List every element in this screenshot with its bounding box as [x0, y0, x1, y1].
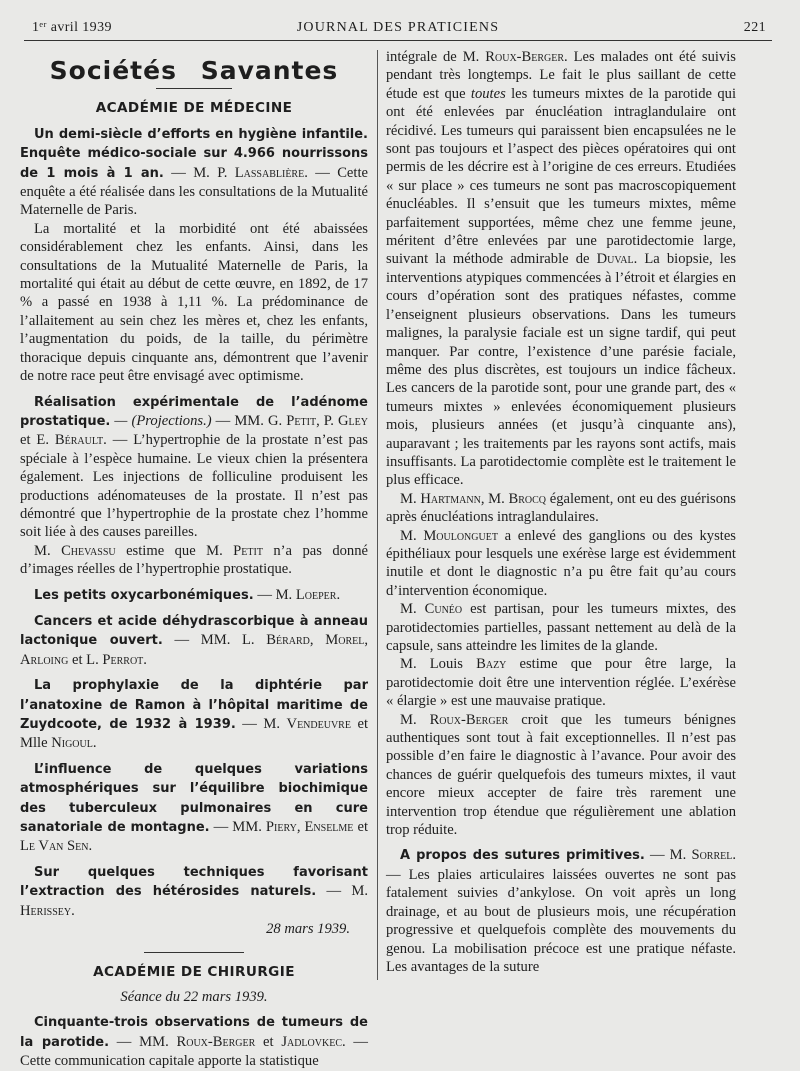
- article-heading: Sur quelques techniques favorisant l’extraction des hétérosides naturels.: [20, 864, 368, 900]
- article-heading: L’influence de quelques variations atmosphériques sur l’équilibre biochimique des tuberculeux pulmonaires en cure sanatoriale de montagne.: [20, 761, 368, 836]
- article-heading: Un demi-siècle d’efforts en hygiène infantile. Enquête médico-sociale sur 4.966 nourrissons de 1 mois à 1 an.: [20, 126, 368, 181]
- article-heterosides: Sur quelques techniques favorisant l’extraction des hétérosides naturels. — M. Herissey. 28 mars 1939.: [20, 864, 368, 938]
- article-tuberculeux: L’influence de quelques variations atmosphériques sur l’équilibre biochimique des tuberculeux pulmonaires en cure sanatoriale de montagne. — MM. Piery, Enselme et Le Van Sen.: [20, 761, 368, 855]
- page-header: [24, 18, 772, 40]
- article-heading: Cinquante-trois observations de tumeurs de la parotide.: [20, 1015, 368, 1050]
- author-name: Lassablière: [234, 164, 305, 181]
- article-adenome-prostatique: Réalisation expérimentale de l’adénome prostatique. — (Projections.) — MM. G. Petit, P. Gley et E. Bérault. — L’hypertrophie de la prostate n’est pas spéciale à l’espèce humaine. Le vieux chien la présentera également. Les injections de folliculine produisent les productions adénomateuses de la prostate. Il n’est pas démontré que l’hypertrophie de la prostate chez l’homme soit liée à des causes pareilles. M. Chevassu estime que M. Petit n’a pas donné d’images réelles de l’hypertrophie prostatique.: [20, 394, 369, 578]
- left-column: [20, 48, 368, 1071]
- article-heading: La prophylaxie de la diphtérie par l’anatoxine de Ramon à l’hôpital maritime de Zuydcoote, de 1932 à 1939.: [20, 678, 368, 732]
- article-sutures-primitives: A propos des sutures primitives. — M. Sorrel. — Les plaies articulaires laissées ouvertes ne sont pas fatalement suivies d’ankylose. On voit après un long drainage, et au bout de plusieurs mois, une récupération progressive et quelquefois complète des mouvements du genou. La mobilisation précoce est une pratique néfaste. Les avantages de la suture: [386, 847, 737, 975]
- section-heading-medecine: ACADÉMIE DE MÉDECINE: [95, 100, 293, 117]
- article-paragraph: M. Cunéo est partisan, pour les tumeurs mixtes, des parotidectomies partielles, passant nettement au delà de la capsule, sans atteindre les limites de la glande.: [386, 601, 736, 654]
- article-heading: Cancers et acide déhydrascorbique à anneau lactonique ouvert.: [20, 613, 368, 649]
- section-separator: [144, 952, 244, 953]
- article-paragraph: M. Moulonguet a enlevé des ganglions ou des kystes épithéliaux pour lesquels une exérèse large est évidemment inutile et dont le diagnostic n’a pu être fait qu’au cours d’intervention économique.: [386, 527, 736, 599]
- session-date: Séance du 22 mars 1939.: [120, 988, 268, 1005]
- article-hygiene-infantile: Un demi-siècle d’efforts en hygiène infantile. Enquête médico-sociale sur 4.966 nourrissons de 1 mois à 1 an. — M. P. Lassablière. — Cette enquête a été réalisée dans les consultations de la Mutualité Maternelle de Paris. La mortalité et la morbidité ont été abaissées considérablement chez les enfants. Ainsi, dans les consultations de la Mutualité Maternelle de Paris, la mortalité qui était au début de cette œuvre, en 1892, de 17 % a passé en 1938 à 1,11 %. La prédominance de l’allaitement au sein chez les mères et, chez les enfants, l’augmentation du poids, de la taille, du périmètre thoracique depuis cinquante ans, démontrent que l’avenir de notre race peut être envisagé avec optimisme.: [20, 126, 368, 385]
- header-page-number: 221: [743, 20, 766, 35]
- article-heading: Les petits oxycarbonémiques.: [34, 587, 254, 603]
- right-column: [386, 48, 736, 976]
- section-title: Sociétés Savantes: [49, 56, 339, 85]
- header-rule: [24, 40, 772, 41]
- header-date: 1ᵉʳ avril 1939: [32, 20, 112, 35]
- section-heading-chirurgie: ACADÉMIE DE CHIRURGIE: [93, 964, 295, 981]
- article-heading: Réalisation expérimentale de l’adénome prostatique.: [20, 394, 368, 429]
- article-cancers-acide: Cancers et acide déhydrascorbique à anneau lactonique ouvert. — MM. L. Bérard, Morel, Arloing et L. Perrot.: [20, 613, 369, 668]
- article-heading: A propos des sutures primitives.: [400, 848, 645, 864]
- article-tumeurs-parotide: Cinquante-trois observations de tumeurs de la parotide. — MM. Roux-Berger et Jadlovkec. — Cette communication capitale apporte la statistique: [20, 1015, 368, 1070]
- article-paragraph: M. Hartmann, M. Brocq également, ont eu des guérisons après énucléations intraglandulaires.: [386, 490, 736, 526]
- article-diphterie: La prophylaxie de la diphtérie par l’anatoxine de Ramon à l’hôpital maritime de Zuydcoote, de 1932 à 1939. — M. Vendeuvre et Mlle Nigoul.: [20, 678, 368, 752]
- title-underline: [156, 88, 232, 89]
- article-paragraph: M. Louis Bazy estime que pour être large, la parotidectomie doit être une intervention réglée. L’exérèse « élargie » est une mauvaise pratique.: [386, 656, 736, 710]
- article-paragraph: La mortalité et la morbidité ont été abaissées considérablement chez les enfants. Ainsi, dans les consultations de la Mutualité Maternelle de Paris, la mortalité qui était au début de cette œuvre, en 1892, de 17 % a passé en 1938 à 1,11 %. La prédominance de l’allaitement au sein chez les mères et, chez les enfants, l’augmentation du poids, de la taille, du périmètre thoracique depuis cinquante ans, démontrent que l’avenir de notre race peut être envisagé avec optimisme.: [20, 220, 368, 385]
- article-oxycarbonemiques: Les petits oxycarbonémiques. — M. Loeper.: [34, 586, 341, 603]
- session-date: 28 mars 1939.: [266, 921, 350, 938]
- column-divider: [377, 50, 378, 980]
- article-paragraph: intégrale de M. Roux-Berger. Les malades ont été suivis pendant très longtemps. Le fait le plus saillant de cette étude est que toutes les tumeurs mixtes de la parotide qui ont été enlevées par énucléation intraglandulaire ont récidivé. Les tumeurs qui paraissent bien encapsulées ne le sont pas toujours et l’aspect des pièces opératoires qui ont permis de les décrire est à l’origine de ces erreurs. Etudiées « sur place » ces tumeurs ne sont pas macroscopiquement énucléables. Il s’ensuit que les tumeurs mixtes, même parfaitement supportées, même chez une femme jeune, méritent d’être enlevées par une parotidectomie large, suivant la méthode admirable de Duval. La biopsie, les interventions atypiques commencées à l’étroit et élargies en cours d’opération sont des pratiques néfastes, comme l’enseignent plusieurs observations. Dans les tumeurs malignes, la paralysie faciale est un signe tardif, qui peut manquer. Par contre, l’existence d’une parésie faciale, même des plus discrètes, est toujours un indice fâcheux. Les cancers de la parotide sont, pour une grande part, des « tumeurs mixtes » enlevées économiquement plusieurs mois, plusieurs années (et jusqu’à cinquante ans), auparavant ; les traitements par les rayons sont actifs, mais insuffisants. La parotidectomie complète est le traitement le plus efficace.: [386, 49, 736, 489]
- article-paragraph: M. Chevassu estime que M. Petit n’a pas donné d’images réelles de l’hypertrophie prostatique.: [20, 542, 369, 578]
- header-journal-title: JOURNAL DES PRATICIENS: [296, 20, 500, 35]
- article-paragraph: M. Roux-Berger croit que les tumeurs bénignes authentiques sont tout à fait exceptionnelles. Il n’est pas possible d’en faire le diagnostic à l’avance. Pour avoir des chances de guérir quelquefois des tumeurs mixtes, il vaut encore mieux accepter de faire très rarement une intervention trop étendue que régulièrement une ablation trop réduite.: [386, 711, 736, 839]
